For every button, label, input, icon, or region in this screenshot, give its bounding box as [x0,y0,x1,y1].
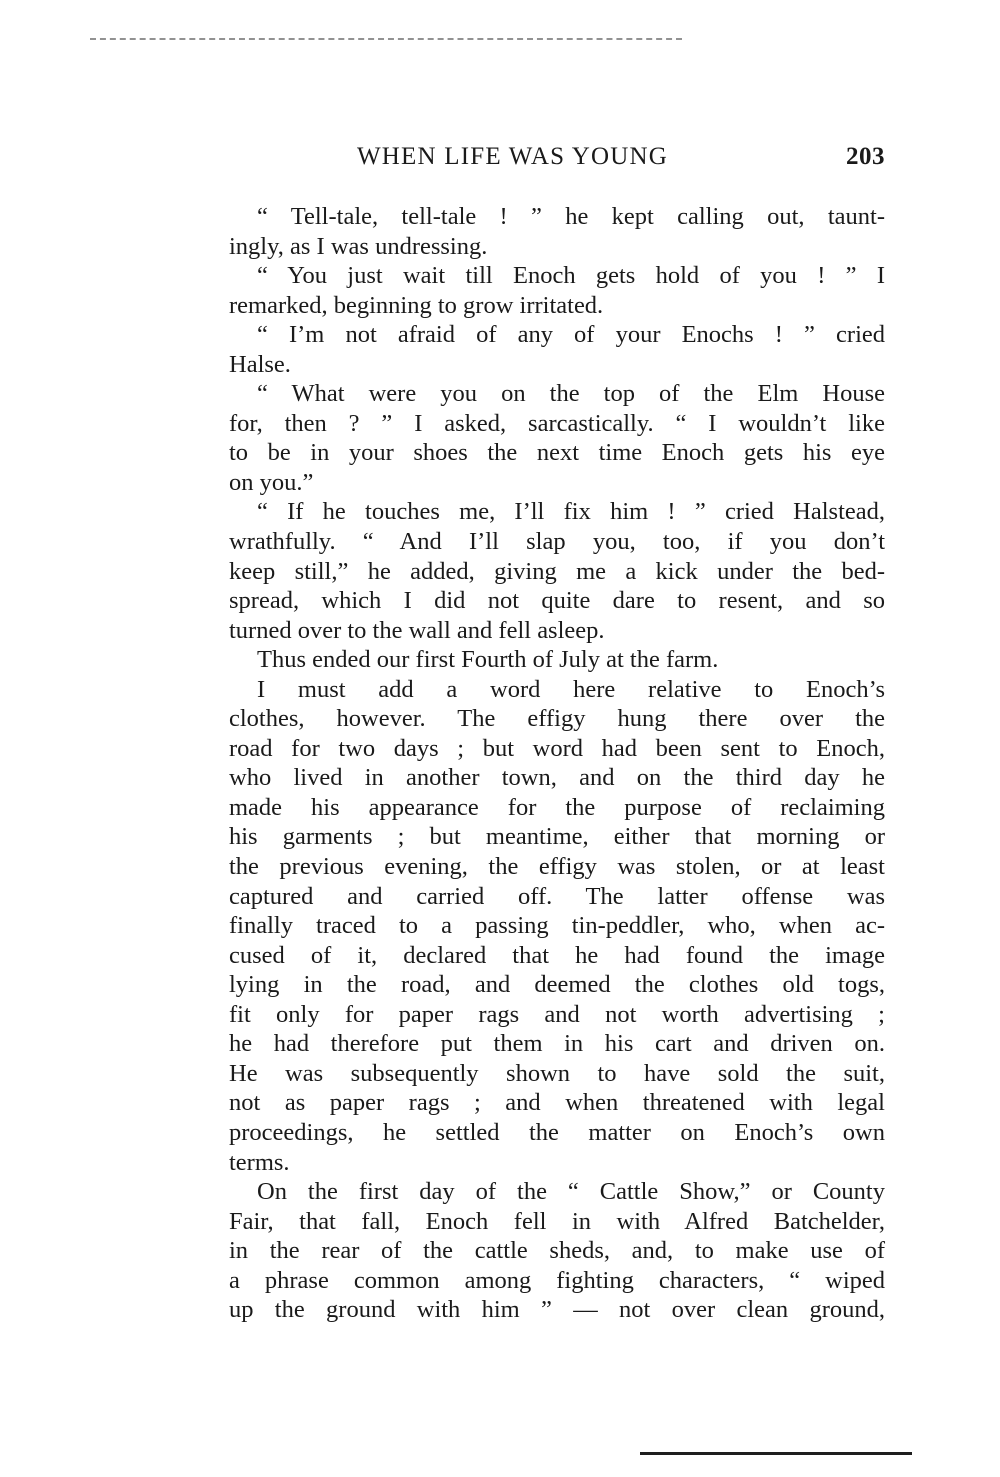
text-line: to be in your shoes the next time Enoch gets his eye [229,439,885,467]
text-line: Fair, that fall, Enoch fell in with Alfred Batchelder, [229,1207,885,1235]
scan-artifact-top-rule [90,38,682,40]
text-line: remarked, beginning to grow irritated. [229,291,604,319]
text-line: road for two days ; but word had been sent to Enoch, [229,734,885,762]
text-line: He was subsequently shown to have sold the suit, [229,1059,885,1087]
text-line: cused of it, declared that he had found the image [229,941,885,969]
text-line: proceedings, he settled the matter on Enoch’s own [229,1118,885,1146]
scan-artifact-bottom-rule [640,1452,912,1455]
text-line: “ I’m not afraid of any of your Enochs ! ” cried [257,321,885,349]
text-line: turned over to the wall and fell asleep. [229,616,605,644]
text-line: “ If he touches me, I’ll fix him ! ” cried Halstead, [257,498,885,526]
text-line: who lived in another town, and on the third day he [229,764,885,792]
text-line: clothes, however. The effigy hung there over the [229,705,885,733]
text-line: his garments ; but meantime, either that morning or [229,823,885,851]
text-line: spread, which I did not quite dare to resent, and so [229,587,885,615]
text-line: he had therefore put them in his cart and driven on. [229,1030,885,1058]
text-line: terms. [229,1148,290,1176]
text-line: I must add a word here relative to Enoch’s [257,675,885,703]
text-line: captured and carried off. The latter offense was [229,882,885,910]
text-line: in the rear of the cattle sheds, and, to make use of [229,1237,885,1265]
text-line: ingly, as I was undressing. [229,232,488,260]
text-line: Halse. [229,350,291,378]
text-line: on you.” [229,468,314,496]
text-line: for, then ? ” I asked, sarcastically. “ I wouldn’t like [229,409,885,437]
text-line: Thus ended our first Fourth of July at the farm. [257,646,719,674]
text-line: fit only for paper rags and not worth advertising ; [229,1000,885,1028]
text-line: up the ground with him ” — not over clean ground, [229,1296,885,1324]
text-line: wrathfully. “ And I’ll slap you, too, if you don’t [229,528,885,556]
text-line: “ Tell-tale, tell-tale ! ” he kept calling out, taunt- [257,203,885,230]
text-line: lying in the road, and deemed the clothes old togs, [229,971,885,999]
text-line: “ You just wait till Enoch gets hold of you ! ” I [257,262,885,290]
running-title: WHEN LIFE WAS YOUNG [357,143,668,170]
running-head [357,140,885,174]
text-line: On the first day of the “ Cattle Show,” or County [257,1178,885,1206]
text-line: not as paper rags ; and when threatened with legal [229,1089,885,1117]
page-number: 203 [846,143,885,170]
body-text [229,202,885,1325]
text-line: a phrase common among fighting characters, “ wiped [229,1266,885,1294]
text-line: keep still,” he added, giving me a kick under the bed- [229,557,885,585]
text-line: the previous evening, the effigy was stolen, or at least [229,853,885,881]
text-line: finally traced to a passing tin-peddler, who, when ac- [229,912,885,940]
text-line: made his appearance for the purpose of reclaiming [229,793,885,821]
text-line: “ What were you on the top of the Elm House [257,380,885,408]
